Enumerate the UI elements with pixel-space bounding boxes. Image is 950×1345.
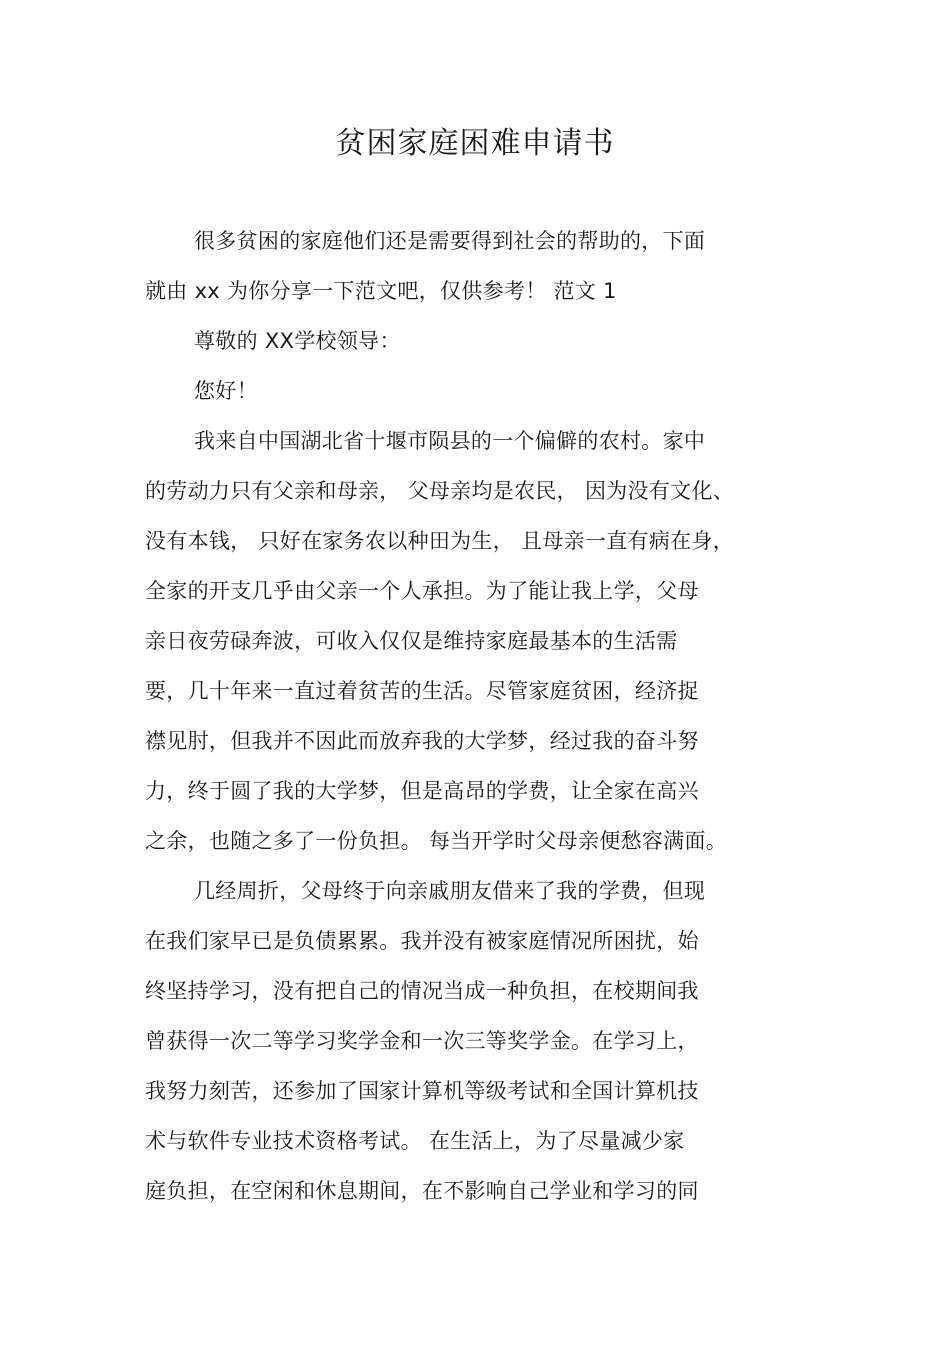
text-line-15: 在我们家早已是负债累累。我并没有被家庭情况所困扰，始 (145, 929, 699, 953)
text-line-2: 就由 xx 为你分享一下范文吧，仅供参考！ 范文 1 (145, 279, 617, 303)
text-line-7: 没有本钱， 只好在家务农以种田为生， 且母亲一直有病在身， (145, 529, 735, 553)
text-line-10: 要，几十年来一直过着贫苦的生活。尽管家庭贫困，经济捉 (145, 679, 699, 703)
text-line-16: 终坚持学习，没有把自己的情况当成一种负担，在校期间我 (145, 979, 699, 1003)
text-line-12: 力，终于圆了我的大学梦，但是高昂的学费，让全家在高兴 (145, 779, 699, 803)
text-line-20: 庭负担，在空闲和休息期间，在不影响自己学业和学习的同 (145, 1179, 699, 1203)
salutation: 尊敬的 XX学校领导： (194, 329, 401, 353)
text-line-5: 我来自中国湖北省十堰市陨县的一个偏僻的农村。家中 (194, 429, 706, 453)
text-line-1: 很多贫困的家庭他们还是需要得到社会的帮助的，下面 (194, 229, 706, 253)
text-line-6: 的劳动力只有父亲和母亲， 父母亲均是农民， 因为没有文化、 (145, 479, 735, 503)
text-line-13: 之余，也随之多了一份负担。 每当开学时父母亲便愁容满面。 (145, 829, 728, 853)
greeting: 您好！ (194, 379, 258, 403)
text-line-11: 襟见肘，但我并不因此而放弃我的大学梦，经过我的奋斗努 (145, 729, 699, 753)
text-line-17: 曾获得一次二等学习奖学金和一次三等奖学金。在学习上， (145, 1029, 699, 1053)
text-line-9: 亲日夜劳碌奔波，可收入仅仅是维持家庭最基本的生活需 (145, 629, 678, 653)
text-line-14: 几经周折，父母终于向亲戚朋友借来了我的学费，但现 (194, 879, 706, 903)
document-title: 贫困家庭困难申请书 (335, 126, 615, 161)
text-line-19: 术与软件专业技术资格考试。 在生活上，为了尽量减少家 (145, 1129, 685, 1153)
text-line-18: 我努力刻苦，还参加了国家计算机等级考试和全国计算机技 (145, 1079, 699, 1103)
text-line-8: 全家的开支几乎由父亲一个人承担。为了能让我上学，父母 (145, 579, 699, 603)
